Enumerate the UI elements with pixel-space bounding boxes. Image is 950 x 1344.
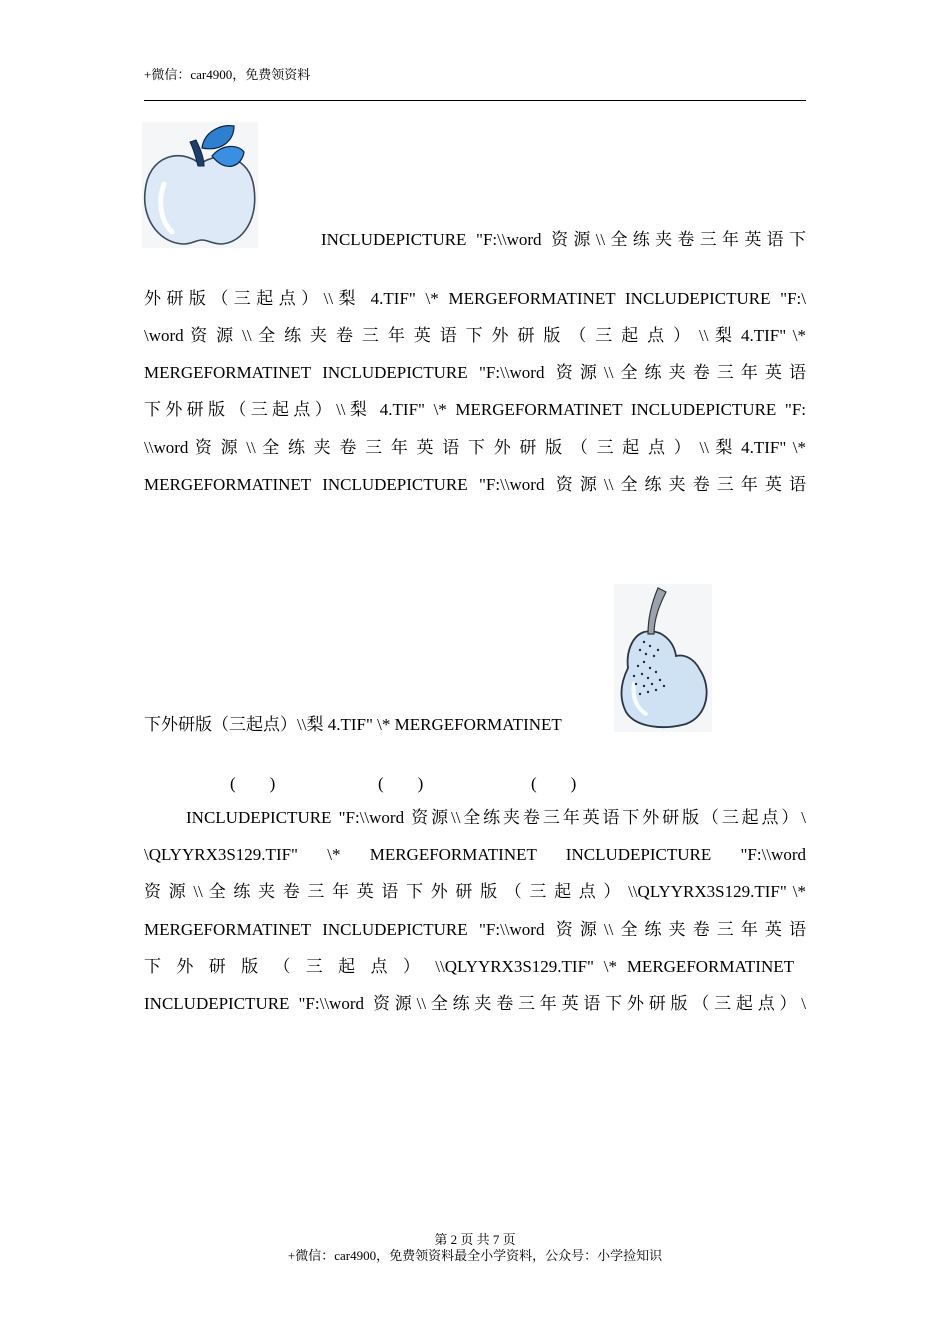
answer-blank-3[interactable]: ( ) — [531, 774, 577, 793]
apple-image — [142, 122, 258, 248]
paragraph-1-line: \\word 资 源 \\ 全 练 夹 卷 三 年 英 语 下 外 研 版 （ 三 起 点 ） \\ 梨 4.TIF" \* — [144, 438, 806, 457]
answer-blank-1[interactable]: ( ) — [230, 774, 276, 793]
paragraph-1-line: 下外研版（三起点）\\梨 4.TIF" \* MERGEFORMATINET INCLUDEPICTURE "F: — [144, 400, 806, 419]
footer-note: +微信：car4900，免费领资料最全小学资料，公众号：小学捡知识 — [287, 1248, 663, 1263]
paragraph-2-line: INCLUDEPICTURE "F:\\word 资源\\全练夹卷三年英语下外研版（三起点）\ — [144, 994, 806, 1013]
paragraph-2-line: INCLUDEPICTURE "F:\\word 资源\\全练夹卷三年英语下外研版（三起点）\ — [186, 808, 806, 827]
answer-blank-2[interactable]: ( ) — [378, 774, 424, 793]
paragraph-1-line: 外研版（三起点）\\梨 4.TIF" \* MERGEFORMATINET INCLUDEPICTURE "F:\ — [144, 289, 806, 308]
paragraph-1-line: MERGEFORMATINET INCLUDEPICTURE "F:\\word 资源\\全练夹卷三年英语 — [144, 475, 806, 494]
paragraph-2-line: MERGEFORMATINET INCLUDEPICTURE "F:\\word 资源\\全练夹卷三年英语 — [144, 920, 806, 939]
paragraph-1-line: INCLUDEPICTURE "F:\\word 资源\\全练夹卷三年英语下 — [321, 230, 806, 249]
paragraph-1-line: MERGEFORMATINET INCLUDEPICTURE "F:\\word 资源\\全练夹卷三年英语 — [144, 363, 806, 382]
header-text: +微信：car4900，免费领资料 — [144, 67, 311, 82]
paragraph-2-line: 下 外 研 版 （ 三 起 点 ） \\QLYYRX3S129.TIF" \* MERGEFORMATINET — [144, 957, 794, 976]
paragraph-2-line: \QLYYRX3S129.TIF" \* MERGEFORMATINET INCLUDEPICTURE "F:\\word — [144, 845, 806, 864]
paragraph-1-last-line: 下外研版（三起点）\\梨 4.TIF" \* MERGEFORMATINET — [144, 715, 562, 734]
pear-image — [614, 584, 712, 732]
page-number: 第 2 页 共 7 页 — [434, 1232, 516, 1247]
paragraph-1-line: \word 资 源 \\ 全 练 夹 卷 三 年 英 语 下 外 研 版 （ 三 起 点 ） \\ 梨 4.TIF" \* — [144, 326, 806, 345]
paragraph-2-line: 资 源 \\ 全 练 夹 卷 三 年 英 语 下 外 研 版 （ 三 起 点 ） \\QLYYRX3S129.TIF" \* — [144, 882, 806, 901]
header-divider — [144, 100, 806, 101]
